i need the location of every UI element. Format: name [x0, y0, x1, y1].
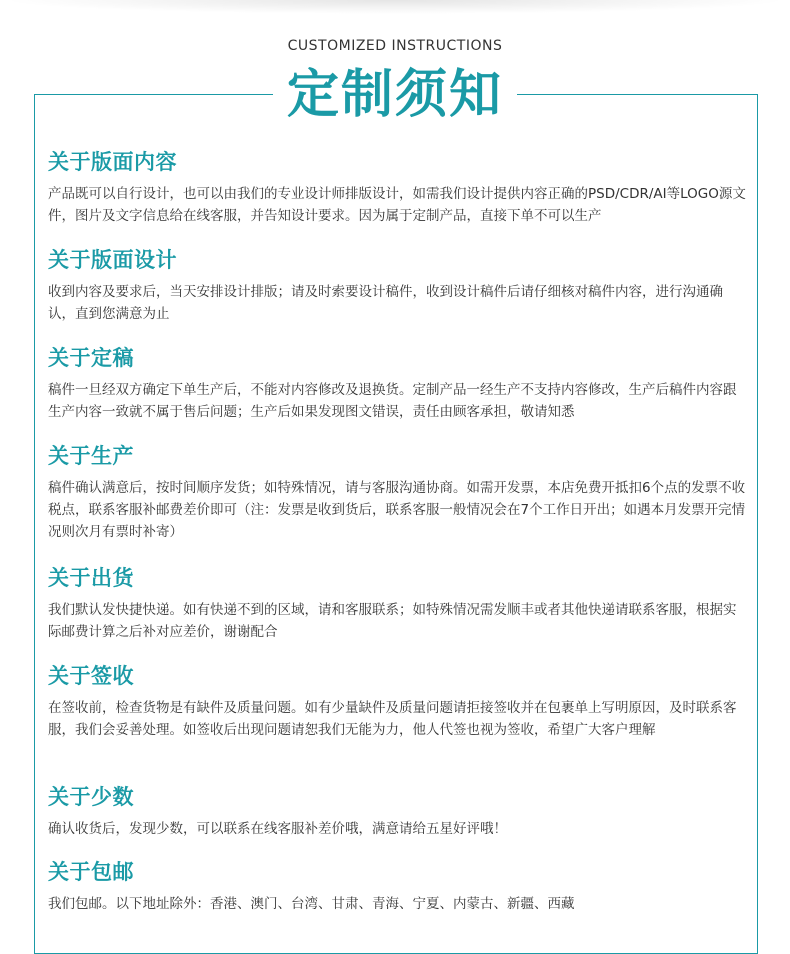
page-subtitle: CUSTOMIZED INSTRUCTIONS — [287, 38, 503, 54]
section-receipt — [48, 661, 748, 741]
section-free-shipping — [48, 857, 748, 915]
section-body: 确认收货后，发现少数，可以联系在线客服补差价哦，满意请给五星好评哦！ — [48, 821, 507, 837]
section-production — [48, 441, 748, 543]
section-layout-design — [48, 245, 748, 325]
section-finalization — [48, 343, 748, 423]
section-body: 产品既可以自行设计，也可以由我们的专业设计师排版设计，如需我们设计提供内容正确的PSD/CDR/AI等LOGO源文件，图片及文字信息给在线客服，并告知设计要求。因为属于定制产品，直接下单不可以生产 — [48, 186, 746, 224]
section-layout-content — [48, 147, 748, 227]
section-shipping — [48, 563, 748, 643]
top-shadow-decoration — [0, 0, 790, 14]
section-body: 稿件确认满意后，按时间顺序发货；如特殊情况，请与客服沟通协商。如需开发票，本店免费开抵扣6个点的发票不收税点，联系客服补邮费差价即可（注：发票是收到货后，联系客服一般情况会在7个工作日开出；如遇本月发票开完情况则次月有票时补寄） — [48, 480, 746, 540]
section-body: 我们默认发快捷快递。如有快递不到的区域，请和客服联系；如特殊情况需发顺丰或者其他快递请联系客服，根据实际邮费计算之后补对应差价，谢谢配合 — [48, 602, 737, 640]
section-heading: 关于版面内容 — [48, 150, 177, 174]
page-title: 定制须知 — [273, 62, 517, 128]
section-body: 我们包邮。以下地址除外：香港、澳门、台湾、甘肃、青海、宁夏、内蒙古、新疆、西藏 — [48, 896, 575, 912]
section-heading: 关于签收 — [48, 664, 134, 688]
section-body: 收到内容及要求后，当天安排设计排版；请及时索要设计稿件，收到设计稿件后请仔细核对稿件内容，进行沟通确认，直到您满意为止 — [48, 284, 723, 322]
section-missing-items — [48, 782, 748, 840]
section-heading: 关于少数 — [48, 785, 134, 809]
section-body: 在签收前，检查货物是有缺件及质量问题。如有少量缺件及质量问题请拒接签收并在包裹单上写明原因，及时联系客服，我们会妥善处理。如签收后出现问题请恕我们无能为力，他人代签也视为签收，希望广大客户理解 — [48, 700, 737, 738]
title-wrapper — [0, 62, 790, 128]
section-heading: 关于版面设计 — [48, 248, 177, 272]
section-heading: 关于定稿 — [48, 346, 134, 370]
section-heading: 关于生产 — [48, 444, 134, 468]
section-heading: 关于出货 — [48, 566, 134, 590]
section-heading: 关于包邮 — [48, 860, 134, 884]
section-body: 稿件一旦经双方确定下单生产后，不能对内容修改及退换货。定制产品一经生产不支持内容修改，生产后稿件内容跟生产内容一致就不属于售后问题；生产后如果发现图文错误，责任由顾客承担，敬请知悉 — [48, 382, 737, 420]
